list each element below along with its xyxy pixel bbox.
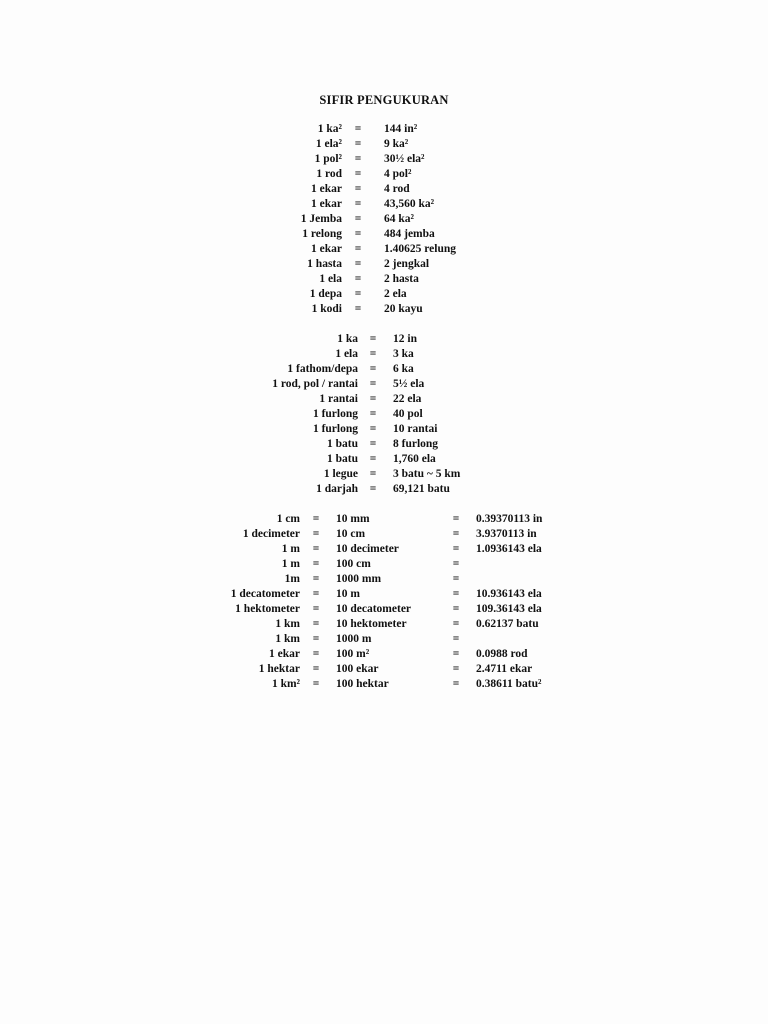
unit-value: 64 ka² bbox=[384, 213, 414, 225]
unit-value: 4 rod bbox=[384, 183, 410, 195]
equals-sign: = bbox=[369, 348, 377, 360]
table-row bbox=[190, 677, 626, 692]
equals-sign: = bbox=[354, 123, 362, 135]
unit-label: 1 ela² bbox=[315, 138, 342, 150]
equals-sign: = bbox=[369, 468, 377, 480]
table-row bbox=[190, 617, 626, 632]
unit-label: 1 ekar bbox=[311, 183, 342, 195]
unit-label: 1 ka bbox=[337, 333, 358, 345]
unit-value: 2 jengkal bbox=[384, 258, 430, 270]
table-row bbox=[200, 377, 593, 392]
equals-sign: = bbox=[369, 333, 377, 345]
unit-value: 10 decatometer bbox=[336, 603, 412, 615]
equals-sign: = bbox=[312, 573, 320, 585]
table-row bbox=[190, 662, 626, 677]
table-row bbox=[200, 407, 593, 422]
equals-sign: = bbox=[354, 168, 362, 180]
table-row bbox=[190, 527, 626, 542]
table-row bbox=[200, 392, 593, 407]
unit-value: 5½ ela bbox=[393, 378, 425, 390]
unit-label: 1 batu bbox=[327, 438, 358, 450]
converted-value: 0.62137 batu bbox=[476, 618, 539, 630]
table-row bbox=[200, 137, 584, 152]
equals-sign: = bbox=[354, 198, 362, 210]
unit-value: 8 furlong bbox=[393, 438, 439, 450]
converted-value bbox=[466, 557, 626, 572]
unit-value: 10 mm bbox=[336, 513, 370, 525]
table-row bbox=[190, 557, 626, 572]
unit-value: 12 in bbox=[393, 333, 417, 345]
table-row bbox=[200, 167, 584, 182]
table-row bbox=[200, 272, 584, 287]
equals-sign: = bbox=[369, 393, 377, 405]
equals-sign: = bbox=[452, 648, 460, 660]
unit-label: 1 rod bbox=[316, 168, 342, 180]
unit-value: 10 m bbox=[336, 588, 360, 600]
unit-label: 1 darjah bbox=[316, 483, 358, 495]
equals-sign: = bbox=[354, 153, 362, 165]
unit-label: 1 kodi bbox=[311, 303, 342, 315]
table-row bbox=[200, 257, 584, 272]
table-row bbox=[190, 587, 626, 602]
equals-sign: = bbox=[312, 528, 320, 540]
equals-sign: = bbox=[312, 603, 320, 615]
equals-sign: = bbox=[312, 513, 320, 525]
unit-value: 20 kayu bbox=[384, 303, 423, 315]
converted-value: 2.4711 ekar bbox=[476, 663, 533, 675]
unit-value: 6 ka bbox=[393, 363, 414, 375]
unit-label: 1 ela bbox=[319, 273, 342, 285]
unit-value: 2 hasta bbox=[384, 273, 419, 285]
unit-label: 1 depa bbox=[309, 288, 342, 300]
unit-value: 100 cm bbox=[336, 558, 371, 570]
equals-sign: = bbox=[369, 438, 377, 450]
unit-value: 10 decimeter bbox=[336, 543, 399, 555]
table-row bbox=[190, 512, 626, 527]
table-row bbox=[200, 122, 584, 137]
unit-label: 1 m bbox=[281, 543, 300, 555]
table-row bbox=[200, 467, 593, 482]
table-row bbox=[200, 452, 593, 467]
table-row bbox=[200, 152, 584, 167]
converted-value bbox=[466, 632, 626, 647]
table-row bbox=[200, 227, 584, 242]
unit-label: 1 hektar bbox=[258, 663, 300, 675]
unit-value: 3 ka bbox=[393, 348, 414, 360]
length-conversion-table bbox=[200, 332, 593, 497]
unit-label: 1 relong bbox=[302, 228, 342, 240]
table-row bbox=[200, 197, 584, 212]
unit-label: 1 hektometer bbox=[235, 603, 300, 615]
unit-value: 22 ela bbox=[393, 393, 422, 405]
unit-label: 1 ela bbox=[335, 348, 358, 360]
table-row bbox=[190, 632, 626, 647]
converted-value: 0.39370113 in bbox=[476, 513, 543, 525]
unit-label: 1 legue bbox=[323, 468, 358, 480]
unit-value: 3 batu ~ 5 km bbox=[393, 468, 461, 480]
unit-label: 1 rod, pol / rantai bbox=[272, 378, 358, 390]
equals-sign: = bbox=[369, 423, 377, 435]
table-row bbox=[200, 302, 584, 317]
equals-sign: = bbox=[452, 588, 460, 600]
unit-value: 100 m² bbox=[336, 648, 370, 660]
table-row bbox=[190, 602, 626, 617]
unit-value: 100 ekar bbox=[336, 663, 379, 675]
metric-conversion-table bbox=[190, 512, 626, 692]
unit-value: 1000 m bbox=[336, 633, 372, 645]
equals-sign: = bbox=[312, 588, 320, 600]
unit-value: 4 pol² bbox=[384, 168, 412, 180]
unit-value: 10 hektometer bbox=[336, 618, 407, 630]
unit-label: 1 rantai bbox=[319, 393, 358, 405]
equals-sign: = bbox=[369, 363, 377, 375]
converted-value: 0.38611 batu² bbox=[476, 678, 542, 690]
table-row bbox=[190, 542, 626, 557]
converted-value: 3.9370113 in bbox=[476, 528, 537, 540]
unit-value: 10 cm bbox=[336, 528, 366, 540]
unit-label: 1 km bbox=[275, 618, 300, 630]
unit-value: 144 in² bbox=[384, 123, 418, 135]
equals-sign: = bbox=[452, 678, 460, 690]
equals-sign: = bbox=[369, 378, 377, 390]
table-row bbox=[200, 347, 593, 362]
unit-label: 1 km bbox=[275, 633, 300, 645]
equals-sign: = bbox=[312, 648, 320, 660]
unit-value: 40 pol bbox=[393, 408, 423, 420]
unit-label: 1m bbox=[284, 573, 300, 585]
equals-sign: = bbox=[312, 618, 320, 630]
equals-sign: = bbox=[369, 408, 377, 420]
table-row bbox=[200, 482, 593, 497]
area-conversion-table bbox=[200, 122, 584, 317]
equals-sign: = bbox=[452, 603, 460, 615]
unit-label: 1 ekar bbox=[311, 198, 342, 210]
equals-sign: = bbox=[452, 618, 460, 630]
equals-sign: = bbox=[312, 633, 320, 645]
converted-value: 10.936143 ela bbox=[476, 588, 542, 600]
converted-value: 1.0936143 ela bbox=[476, 543, 542, 555]
unit-label: 1 km² bbox=[271, 678, 300, 690]
unit-label: 1 pol² bbox=[314, 153, 342, 165]
equals-sign: = bbox=[452, 528, 460, 540]
unit-value: 9 ka² bbox=[384, 138, 409, 150]
unit-label: 1 ekar bbox=[269, 648, 300, 660]
equals-sign: = bbox=[354, 213, 362, 225]
equals-sign: = bbox=[354, 273, 362, 285]
converted-value: 0.0988 rod bbox=[476, 648, 528, 660]
unit-label: 1 decimeter bbox=[242, 528, 300, 540]
unit-label: 1 fathom/depa bbox=[287, 363, 358, 375]
unit-label: 1 ekar bbox=[311, 243, 342, 255]
table-row bbox=[200, 422, 593, 437]
equals-sign: = bbox=[312, 678, 320, 690]
equals-sign: = bbox=[452, 573, 460, 585]
unit-label: 1 furlong bbox=[312, 423, 358, 435]
unit-label: 1 ka² bbox=[317, 123, 342, 135]
table-row bbox=[200, 287, 584, 302]
equals-sign: = bbox=[354, 138, 362, 150]
unit-label: 1 batu bbox=[327, 453, 358, 465]
equals-sign: = bbox=[452, 633, 460, 645]
equals-sign: = bbox=[312, 663, 320, 675]
unit-value: 43,560 ka² bbox=[384, 198, 435, 210]
unit-label: 1 furlong bbox=[312, 408, 358, 420]
unit-value: 1.40625 relung bbox=[384, 243, 456, 255]
unit-value: 100 hektar bbox=[336, 678, 389, 690]
table-row bbox=[200, 212, 584, 227]
equals-sign: = bbox=[369, 453, 377, 465]
table-row bbox=[200, 242, 584, 257]
unit-label: 1 cm bbox=[276, 513, 300, 525]
unit-label: 1 m bbox=[281, 558, 300, 570]
unit-value: 1,760 ela bbox=[393, 453, 436, 465]
equals-sign: = bbox=[312, 543, 320, 555]
unit-label: 1 hasta bbox=[307, 258, 342, 270]
unit-value: 30½ ela² bbox=[384, 153, 425, 165]
unit-label: 1 Jemba bbox=[300, 213, 342, 225]
equals-sign: = bbox=[452, 543, 460, 555]
equals-sign: = bbox=[452, 558, 460, 570]
table-row bbox=[200, 332, 593, 347]
equals-sign: = bbox=[354, 243, 362, 255]
table-row bbox=[200, 182, 584, 197]
unit-label: 1 decatometer bbox=[230, 588, 300, 600]
table-row bbox=[200, 437, 593, 452]
equals-sign: = bbox=[354, 183, 362, 195]
converted-value: 109.36143 ela bbox=[476, 603, 542, 615]
unit-value: 10 rantai bbox=[393, 423, 438, 435]
equals-sign: = bbox=[354, 288, 362, 300]
equals-sign: = bbox=[354, 228, 362, 240]
equals-sign: = bbox=[369, 483, 377, 495]
unit-value: 2 ela bbox=[384, 288, 407, 300]
converted-value bbox=[466, 572, 626, 587]
unit-value: 484 jemba bbox=[384, 228, 435, 240]
equals-sign: = bbox=[452, 663, 460, 675]
table-row bbox=[190, 572, 626, 587]
equals-sign: = bbox=[354, 303, 362, 315]
equals-sign: = bbox=[354, 258, 362, 270]
unit-value: 1000 mm bbox=[336, 573, 382, 585]
table-row bbox=[190, 647, 626, 662]
unit-value: 69,121 batu bbox=[393, 483, 450, 495]
page-title: SIFIR PENGUKURAN bbox=[319, 93, 449, 107]
table-row bbox=[200, 362, 593, 377]
equals-sign: = bbox=[452, 513, 460, 525]
equals-sign: = bbox=[312, 558, 320, 570]
